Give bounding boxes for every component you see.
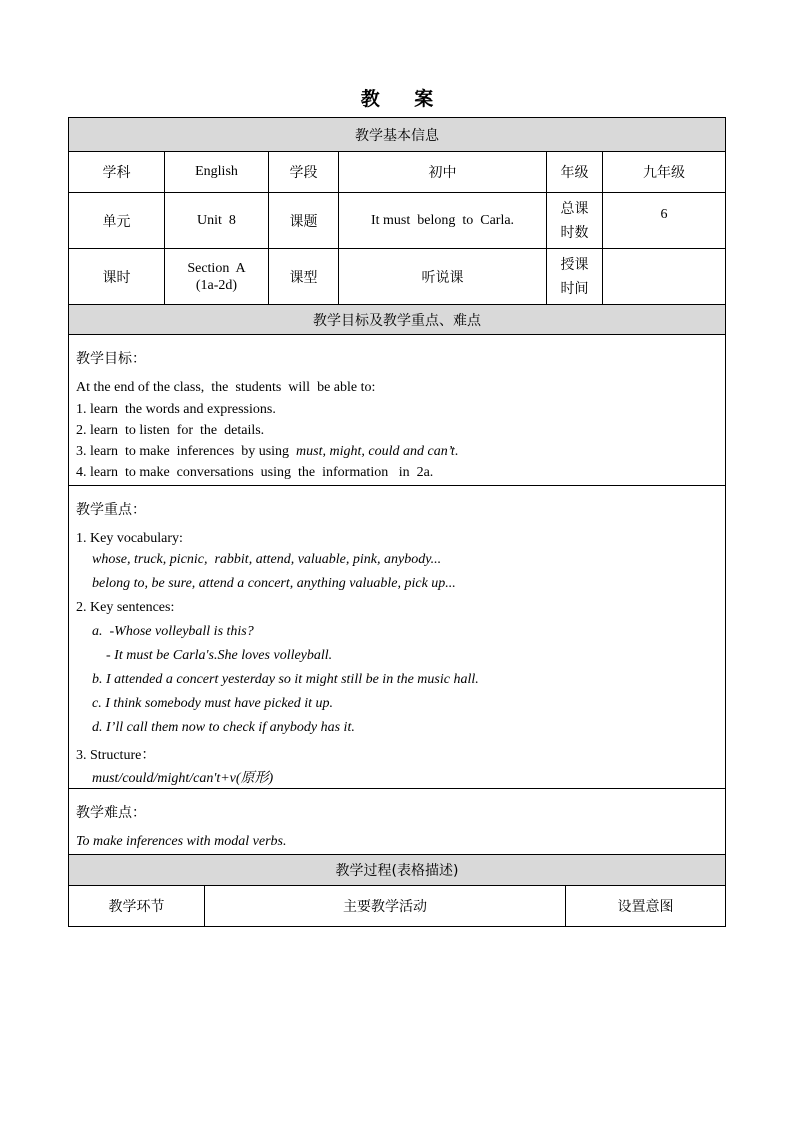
section-header-process: 教学过程(表格描述)	[68, 854, 726, 886]
section-header-basic-info: 教学基本信息	[68, 117, 726, 152]
unit-value: Unit 8	[164, 192, 269, 249]
total-hours-label	[546, 192, 603, 249]
key-vocabulary-line1: whose, truck, picnic, rabbit, attend, valuable, pink, anybody...	[92, 552, 442, 567]
key-points-heading: 教学重点：	[76, 502, 146, 518]
process-col-activities: 主要教学活动	[204, 885, 566, 927]
type-label: 课型	[268, 248, 339, 305]
objective-item-3	[76, 444, 458, 460]
type-value: 听说课	[338, 248, 547, 305]
grade-value: 九年级	[602, 151, 726, 193]
section-header-objectives: 教学目标及教学重点、难点	[68, 304, 726, 335]
teaching-time-label-line2: 时间	[560, 280, 589, 297]
period-value	[164, 248, 269, 305]
objective-item-1: 1. learn the words and expressions.	[76, 402, 276, 417]
key-sentences-label: 2. Key sentences:	[76, 600, 175, 615]
objective-item-3-text: 3. learn to make inferences by using	[76, 444, 293, 459]
key-sentence-b: b. I attended a concert yesterday so it might still be in the music hall.	[92, 672, 479, 687]
subject-value: English	[164, 151, 269, 193]
stage-value: 初中	[338, 151, 547, 193]
teaching-time-label	[546, 248, 603, 305]
structure-value: must/could/might/can't+v(原形)	[92, 771, 274, 786]
grade-label: 年级	[546, 151, 603, 193]
period-value-line2: (1a-2d)	[195, 277, 238, 293]
key-vocabulary-label: 1. Key vocabulary:	[76, 531, 183, 546]
total-hours-label-line1: 总课	[560, 200, 589, 217]
total-hours-value: 6	[602, 192, 726, 249]
key-sentence-c: c. I think somebody must have picked it up.	[92, 696, 334, 711]
teaching-time-label-line1: 授课	[560, 256, 589, 273]
process-col-intent: 设置意图	[565, 885, 726, 927]
objective-item-3-modals: must, might, could and can’t	[292, 444, 455, 459]
topic-label: 课题	[268, 192, 339, 249]
key-sentence-a2: - It must be Carla's.She loves volleyball.	[106, 648, 333, 663]
objective-item-4: 4. learn to make conversations using the information in 2a.	[76, 465, 434, 480]
key-sentence-a1: a. -Whose volleyball is this?	[92, 624, 254, 639]
unit-label: 单元	[68, 192, 165, 249]
subject-label: 学科	[68, 151, 165, 193]
period-value-line1: Section A	[187, 260, 246, 276]
difficulty-heading: 教学难点：	[76, 805, 146, 821]
structure-label: 3. Structure：	[76, 748, 156, 763]
objectives-intro: At the end of the class, the students will be able to:	[76, 380, 376, 395]
stage-label: 学段	[268, 151, 339, 193]
key-vocabulary-line2: belong to, be sure, attend a concert, anything valuable, pick up...	[92, 576, 456, 591]
objectives-heading: 教学目标：	[76, 351, 146, 367]
difficulty-text: To make inferences with modal verbs.	[76, 834, 287, 849]
key-sentence-d: d. I’ll call them now to check if anybody has it.	[92, 720, 355, 735]
teaching-time-value	[602, 248, 726, 305]
page-title: 教 案	[360, 88, 448, 110]
process-col-stage: 教学环节	[68, 885, 205, 927]
objective-item-3-end: .	[454, 444, 459, 459]
period-label: 课时	[68, 248, 165, 305]
objective-item-2: 2. learn to listen for the details.	[76, 423, 265, 438]
total-hours-label-line2: 时数	[560, 224, 589, 241]
topic-value: It must belong to Carla.	[338, 192, 547, 249]
